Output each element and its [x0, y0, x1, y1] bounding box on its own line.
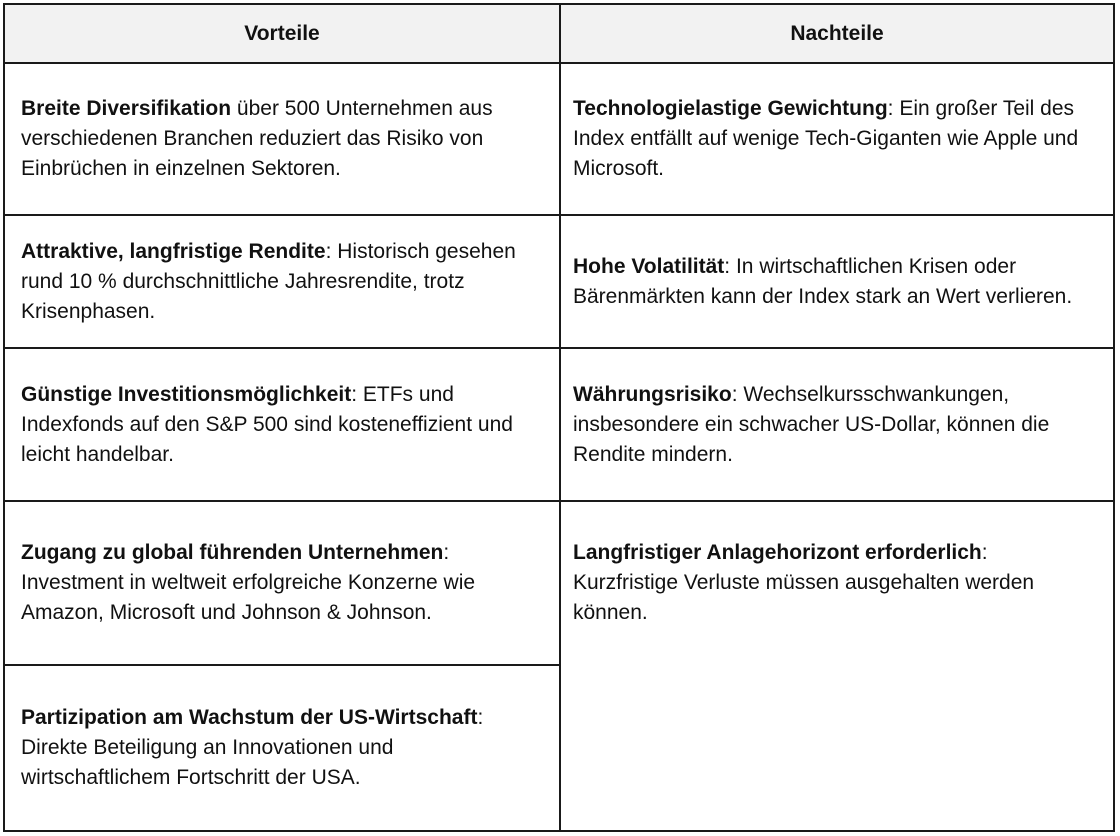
- vorteil-title: Zugang zu global führenden Unternehmen: [21, 541, 444, 564]
- column-divider: [559, 5, 561, 830]
- nachteil-text: : In wirtschaftlichen Krisen oder Bärenmärkten kann der Index stark an Wert verlieren.: [573, 254, 1073, 308]
- nachteil-cell: [561, 502, 1113, 664]
- vorteil-title: Günstige Investitionsmöglichkeit: [21, 382, 352, 406]
- vorteil-cell: [5, 349, 559, 500]
- row-divider: [5, 664, 559, 666]
- vorteil-cell: [5, 502, 559, 664]
- nachteil-text: : Ein großer Teil des Index entfällt auf wenige Tech-Giganten wie Apple und Microsoft.: [573, 97, 1079, 180]
- nachteil-text: : Wechselkursschwankungen, insbesondere ein schwacher US-Dollar, können die Rendite mindern.: [573, 382, 1050, 466]
- nachteil-title: Währungsrisiko: [573, 382, 732, 406]
- vorteil-cell: [5, 216, 559, 347]
- vorteil-text: über 500 Unternehmen aus verschiedenen Branchen reduziert das Risiko von Einbrüchen in einzelnen Sektoren.: [21, 97, 493, 180]
- header-vorteile-label: Vorteile: [244, 21, 320, 45]
- nachteil-cell: [561, 216, 1113, 347]
- vorteil-title: Attraktive, langfristige Rendite: [21, 239, 326, 263]
- pros-cons-table: [3, 3, 1115, 832]
- header-vorteile: [5, 5, 559, 62]
- header-nachteile-label: Nachteile: [790, 21, 884, 45]
- header-nachteile: [561, 5, 1113, 62]
- vorteil-text: : ETFs und Indexfonds auf den S&P 500 sind kosteneffizient und leicht handelbar.: [21, 382, 513, 466]
- vorteil-title: Breite Diversifikation: [21, 97, 232, 120]
- nachteil-text: : Kurzfristige Verluste müssen ausgehalten werden können.: [573, 541, 1035, 624]
- vorteil-title: Partizipation am Wachstum der US-Wirtschaft: [21, 706, 478, 729]
- nachteil-title: Langfristiger Anlagehorizont erforderlich: [573, 541, 982, 564]
- vorteil-text: : Direkte Beteiligung an Innovationen und wirtschaftlichem Fortschritt der USA.: [21, 706, 484, 789]
- nachteil-title: Hohe Volatilität: [573, 254, 725, 278]
- nachteil-title: Technologielastige Gewichtung: [573, 97, 888, 120]
- vorteil-text: : Historisch gesehen rund 10 % durchschnittliche Jahresrendite, trotz Krisenphasen.: [21, 239, 516, 323]
- vorteil-text: : Investment in weltweit erfolgreiche Konzerne wie Amazon, Microsoft und Johnson & Johnson.: [21, 541, 476, 624]
- vorteil-cell: [5, 64, 559, 214]
- vorteil-cell: [5, 666, 559, 830]
- nachteil-cell: [561, 64, 1113, 214]
- nachteil-cell: [561, 349, 1113, 500]
